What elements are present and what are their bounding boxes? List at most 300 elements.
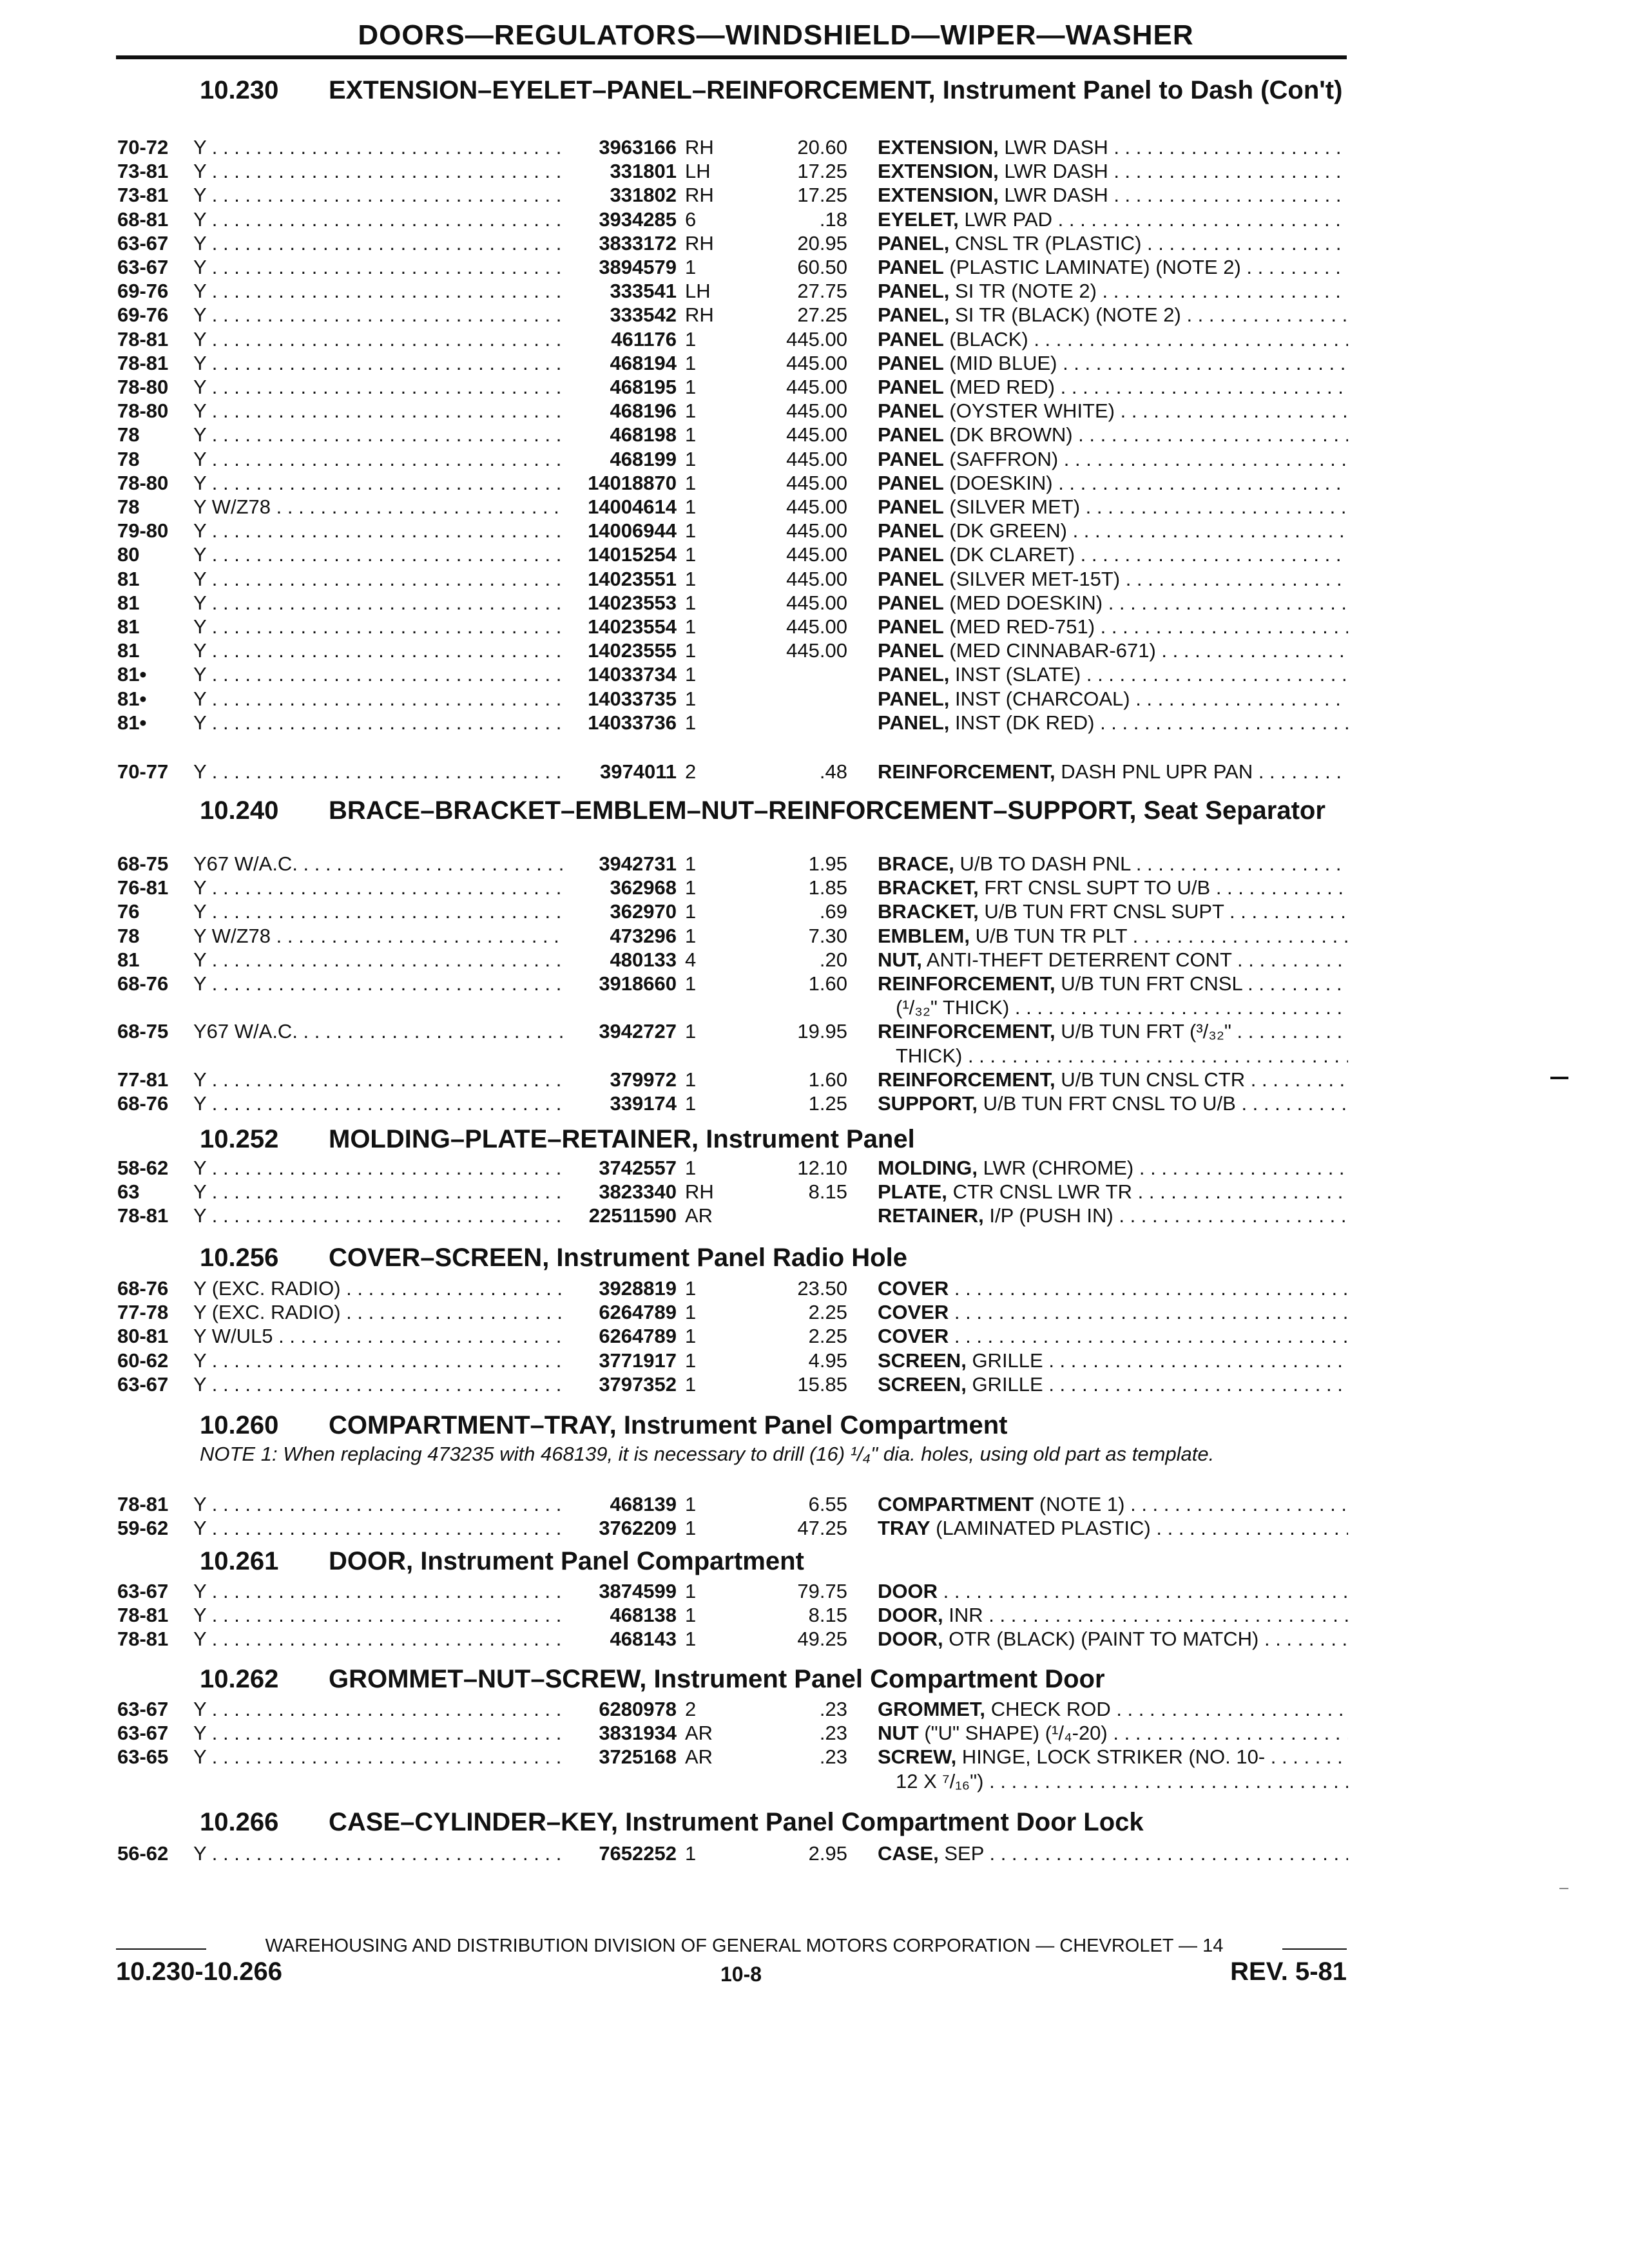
model-years: 78 (117, 423, 140, 446)
model-applicability: Y . . . (193, 1516, 564, 1540)
model-years: 63-67 (117, 1373, 169, 1396)
part-description (878, 876, 1348, 899)
model-years: 81 (117, 568, 140, 590)
parts-table-row (0, 876, 1629, 899)
parts-table-row (0, 1180, 1629, 1204)
model-years: 69-76 (117, 280, 169, 302)
parts-table-row (0, 279, 1629, 303)
model-applicability: Y . . . (193, 543, 564, 566)
quantity: 1 (685, 1493, 697, 1515)
part-description (878, 1745, 1348, 1769)
list-price: 445.00 (786, 423, 847, 446)
model-years: 68-76 (117, 1092, 169, 1115)
part-description-detail: (DK CLARET) (949, 543, 1075, 566)
part-description (878, 1091, 1348, 1115)
parts-table-row (0, 687, 1629, 711)
part-description (878, 447, 1348, 471)
parts-table-row (0, 972, 1629, 995)
model-applicability: Y . . . (193, 327, 564, 351)
quantity: 1 (685, 1068, 697, 1091)
part-description (878, 1276, 1348, 1300)
model-applicability: Y . . . (193, 351, 564, 375)
part-description (878, 351, 1348, 375)
part-description-name: PANEL, (878, 663, 950, 686)
part-description-detail: U/B TUN FRT (³/₃₂" (1061, 1020, 1231, 1043)
list-price: .20 (819, 948, 847, 971)
part-description-detail: FRT CNSL SUPT TO U/B (984, 876, 1211, 899)
parts-table-row (0, 1603, 1629, 1627)
model-applicability: Y . . . (193, 615, 564, 639)
part-description (878, 543, 1348, 566)
section-number: 10.262 (200, 1665, 279, 1693)
parts-table-row (0, 1492, 1629, 1516)
list-price: 27.75 (797, 280, 847, 302)
list-price: 445.00 (786, 615, 847, 638)
part-description-detail: (LAMINATED PLASTIC) (936, 1517, 1151, 1539)
part-description-detail: GRILLE (972, 1349, 1043, 1372)
parts-table-row (0, 351, 1629, 375)
part-number: 468194 (610, 352, 677, 374)
part-description-name: PANEL (878, 352, 944, 374)
part-description-detail: ANTI-THEFT DETERRENT CONT (926, 948, 1232, 971)
part-description (878, 1841, 1348, 1865)
part-description-detail: (DOESKIN) (949, 472, 1053, 494)
part-description-name: PANEL (878, 328, 944, 351)
model-applicability: Y . . . (193, 375, 564, 399)
list-price: 445.00 (786, 543, 847, 566)
model-years: 77-81 (117, 1068, 169, 1091)
model-years: 81• (117, 687, 147, 710)
model-years: 60-62 (117, 1349, 169, 1372)
model-applicability: Y . . . (193, 948, 564, 972)
parts-table-row (0, 615, 1629, 639)
parts-table-row-continued (0, 1769, 1629, 1793)
model-applicability: Y . . . (193, 1697, 564, 1721)
model-years: 81 (117, 615, 140, 638)
part-description-detail: CTR CNSL LWR TR (952, 1180, 1133, 1203)
model-applicability: Y . . . (193, 135, 564, 159)
model-applicability: Y . . . (193, 255, 564, 279)
part-number: 333541 (610, 280, 677, 302)
part-number: 6280978 (599, 1698, 677, 1720)
quantity: 1 (685, 495, 697, 518)
part-description (878, 423, 1348, 447)
part-description-name: CASE, (878, 1842, 939, 1865)
model-applicability: Y . . . (193, 1156, 564, 1180)
part-description-detail: LWR PAD (964, 208, 1053, 231)
part-number: 3874599 (599, 1580, 677, 1602)
model-applicability: Y . . . (193, 899, 564, 923)
part-description-name: REINFORCEMENT, (878, 760, 1055, 783)
part-description-detail: U/B TUN CNSL CTR (1061, 1068, 1246, 1091)
part-description-detail: I/P (PUSH IN) (989, 1204, 1113, 1227)
parts-table-row (0, 1841, 1629, 1865)
model-applicability: Y . . . (193, 1745, 564, 1769)
part-number: 14023551 (588, 568, 677, 590)
part-description-detail: LWR DASH (1004, 160, 1108, 182)
quantity: LH (685, 160, 711, 182)
model-years: 70-77 (117, 760, 169, 783)
part-description-detail: U/B TUN FRT CNSL (1061, 972, 1242, 995)
part-description-name: PANEL (878, 495, 944, 518)
part-number: 3918660 (599, 972, 677, 995)
part-description (878, 948, 1348, 972)
part-description-continued: THICK) . . . (896, 1044, 1348, 1068)
model-years: 63-65 (117, 1745, 169, 1768)
list-price: 445.00 (786, 495, 847, 518)
part-number: 3831934 (599, 1722, 677, 1744)
quantity: 1 (685, 376, 697, 398)
parts-table-row (0, 1276, 1629, 1300)
quantity: 1 (685, 663, 697, 686)
parts-table-row (0, 519, 1629, 543)
part-description (878, 327, 1348, 351)
model-applicability: Y . . . (193, 1180, 564, 1204)
model-applicability: Y W/UL5 . . . (193, 1324, 564, 1348)
part-description (878, 519, 1348, 543)
model-years: 81 (117, 639, 140, 662)
part-description (878, 231, 1348, 255)
parts-table-row (0, 423, 1629, 447)
part-number: 362968 (610, 876, 677, 899)
quantity: 1 (685, 519, 697, 542)
quantity: 1 (685, 1301, 697, 1323)
quantity: AR (685, 1722, 713, 1744)
part-number: 3823340 (599, 1180, 677, 1203)
parts-table-row (0, 1204, 1629, 1227)
footer-revision: REV. 5-81 (1230, 1957, 1347, 1986)
part-description-name: DOOR, (878, 1604, 943, 1626)
part-description (878, 135, 1348, 159)
part-description (878, 711, 1348, 735)
model-years: 68-75 (117, 1020, 169, 1043)
list-price: 47.25 (797, 1517, 847, 1539)
model-years: 68-81 (117, 208, 169, 231)
model-applicability: Y . . . (193, 231, 564, 255)
part-number: 3942727 (599, 1020, 677, 1043)
parts-table-row (0, 207, 1629, 231)
footer-rule-right (1282, 1948, 1347, 1950)
part-description (878, 183, 1348, 207)
quantity: 1 (685, 1604, 697, 1626)
model-applicability: Y . . . (193, 159, 564, 183)
parts-table-row (0, 375, 1629, 399)
section-title: COMPARTMENT–TRAY, Instrument Panel Compartment (329, 1411, 1008, 1439)
quantity: 4 (685, 948, 697, 971)
section-title: GROMMET–NUT–SCREW, Instrument Panel Compartment Door (329, 1665, 1105, 1693)
part-number: 362970 (610, 900, 677, 923)
list-price: 445.00 (786, 352, 847, 374)
part-number: 3942731 (599, 852, 677, 875)
part-description-detail: (DK BROWN) (949, 423, 1073, 446)
model-years: 78-81 (117, 352, 169, 374)
part-description (878, 972, 1348, 995)
part-description-detail: INST (CHARCOAL) (955, 687, 1130, 710)
part-number: 3928819 (599, 1277, 677, 1300)
part-description-detail: OTR (BLACK) (PAINT TO MATCH) (949, 1628, 1259, 1650)
part-description-name: SUPPORT, (878, 1092, 978, 1115)
list-price: 445.00 (786, 568, 847, 590)
footer-division: WAREHOUSING AND DISTRIBUTION DIVISION OF GENERAL MOTORS CORPORATION — CHEVROLET — 14 (265, 1936, 1224, 1956)
part-description (878, 1324, 1348, 1348)
part-description (878, 399, 1348, 423)
part-description-name: PANEL, (878, 303, 950, 326)
parts-table-row (0, 899, 1629, 923)
model-years: 78 (117, 925, 140, 947)
quantity: RH (685, 136, 714, 159)
part-number: 6264789 (599, 1325, 677, 1347)
part-description-name: NUT (878, 1722, 919, 1744)
model-years: 78-80 (117, 376, 169, 398)
list-price: 445.00 (786, 399, 847, 422)
quantity: 1 (685, 1020, 697, 1043)
list-price: .23 (819, 1698, 847, 1720)
parts-table-row (0, 1300, 1629, 1324)
model-years: 78 (117, 448, 140, 470)
list-price: 445.00 (786, 448, 847, 470)
list-price: .18 (819, 208, 847, 231)
model-years: 68-76 (117, 972, 169, 995)
model-years: 77-78 (117, 1301, 169, 1323)
part-number: 14015254 (588, 543, 677, 566)
part-number: 22511590 (588, 1204, 677, 1227)
parts-table-row (0, 924, 1629, 948)
part-description (878, 591, 1348, 615)
model-years: 69-76 (117, 303, 169, 326)
parts-table-row (0, 495, 1629, 519)
parts-table-row (0, 231, 1629, 255)
list-price: 17.25 (797, 184, 847, 206)
model-years: 78-80 (117, 472, 169, 494)
model-applicability: Y . . . (193, 662, 564, 686)
part-description (878, 303, 1348, 327)
part-number: 14004614 (588, 495, 677, 518)
model-years: 56-62 (117, 1842, 169, 1865)
part-description (878, 662, 1348, 686)
part-description (878, 279, 1348, 303)
model-applicability: Y . . . (193, 471, 564, 495)
part-description-name: TRAY (878, 1517, 930, 1539)
list-price: 445.00 (786, 639, 847, 662)
part-number: 331801 (610, 160, 677, 182)
quantity: AR (685, 1204, 713, 1227)
part-description-detail: LWR (CHROME) (983, 1157, 1134, 1179)
part-description-detail: (SAFFRON) (949, 448, 1059, 470)
section-number: 10.266 (200, 1808, 279, 1836)
quantity: 6 (685, 208, 697, 231)
part-description (878, 1372, 1348, 1396)
quantity: 1 (685, 472, 697, 494)
part-description-detail: (DK GREEN) (949, 519, 1067, 542)
parts-table-row (0, 1721, 1629, 1745)
list-price: .23 (819, 1722, 847, 1744)
part-description-name: COMPARTMENT (878, 1493, 1034, 1515)
list-price: 1.60 (808, 1068, 847, 1091)
part-description-detail: U/B TUN TR PLT (975, 925, 1127, 947)
part-description-name: SCREW, (878, 1745, 957, 1768)
model-years: 63-67 (117, 1580, 169, 1602)
part-description-name: COVER (878, 1325, 949, 1347)
quantity: RH (685, 184, 714, 206)
section-number: 10.260 (200, 1411, 279, 1439)
part-description-detail: (BLACK) (949, 328, 1028, 351)
quantity: 1 (685, 423, 697, 446)
part-description-name: RETAINER, (878, 1204, 984, 1227)
model-applicability: Y . . . (193, 1068, 564, 1091)
part-description-name: BRACE, (878, 852, 954, 875)
part-description-detail: (MED RED-751) (949, 615, 1095, 638)
model-applicability: Y . . . (193, 207, 564, 231)
quantity: 1 (685, 1842, 697, 1865)
part-description-name: EYELET, (878, 208, 959, 231)
part-description-detail: (OYSTER WHITE) (949, 399, 1115, 422)
model-applicability: Y . . . (193, 183, 564, 207)
part-number: 468138 (610, 1604, 677, 1626)
list-price: 1.60 (808, 972, 847, 995)
list-price: 20.95 (797, 232, 847, 255)
part-description-name: PANEL (878, 543, 944, 566)
part-description-detail: DASH PNL UPR PAN (1061, 760, 1253, 783)
part-description-name: PANEL (878, 256, 944, 278)
list-price: .69 (819, 900, 847, 923)
part-description-name: MOLDING, (878, 1157, 978, 1179)
list-price: 7.30 (808, 925, 847, 947)
part-description (878, 1019, 1348, 1043)
model-applicability: Y . . . (193, 399, 564, 423)
model-years: 68-76 (117, 1277, 169, 1300)
parts-table-row (0, 1372, 1629, 1396)
model-applicability: Y . . . (193, 1841, 564, 1865)
parts-table-row (0, 399, 1629, 423)
part-description-name: PANEL (878, 639, 944, 662)
part-description-name: PANEL, (878, 280, 950, 302)
model-applicability: Y . . . (193, 1204, 564, 1227)
part-number: 339174 (610, 1092, 677, 1115)
quantity: 1 (685, 1628, 697, 1650)
part-description-name: EMBLEM, (878, 925, 970, 947)
part-description-detail: SI TR (NOTE 2) (955, 280, 1097, 302)
list-price: 4.95 (808, 1349, 847, 1372)
model-years: 81• (117, 711, 147, 734)
part-description-detail: U/B TUN FRT CNSL SUPT (984, 900, 1224, 923)
parts-table-row-continued (0, 995, 1629, 1019)
model-years: 76-81 (117, 876, 169, 899)
section-number: 10.261 (200, 1547, 279, 1575)
part-description (878, 1492, 1348, 1516)
parts-table-row (0, 471, 1629, 495)
part-number: 14006944 (588, 519, 677, 542)
model-years: 81• (117, 663, 147, 686)
part-description-detail: SEP (944, 1842, 984, 1865)
part-description (878, 1300, 1348, 1324)
parts-table-row (0, 1697, 1629, 1721)
part-number: 14023553 (588, 591, 677, 614)
list-price: 1.95 (808, 852, 847, 875)
quantity: 1 (685, 1517, 697, 1539)
quantity: 1 (685, 1092, 697, 1115)
part-description-name: REINFORCEMENT, (878, 1020, 1055, 1043)
section-number: 10.256 (200, 1244, 279, 1272)
part-description (878, 471, 1348, 495)
part-number: 468198 (610, 423, 677, 446)
model-years: 63-67 (117, 256, 169, 278)
quantity: 1 (685, 1373, 697, 1396)
quantity: 1 (685, 876, 697, 899)
quantity: 1 (685, 972, 697, 995)
part-description-detail: (PLASTIC LAMINATE) (NOTE 2) (949, 256, 1241, 278)
model-applicability: Y . . . (193, 279, 564, 303)
part-number: 14023554 (588, 615, 677, 638)
part-description-name: PANEL (878, 423, 944, 446)
part-description-detail: HINGE, LOCK STRIKER (NO. 10- (961, 1745, 1266, 1768)
part-description-continued: (¹/₃₂" THICK) . . . (896, 995, 1348, 1019)
parts-table-row (0, 1349, 1629, 1372)
part-description-name: REINFORCEMENT, (878, 972, 1055, 995)
model-years: 63 (117, 1180, 140, 1203)
part-description-name: PANEL, (878, 711, 950, 734)
model-years: 78-80 (117, 399, 169, 422)
section-title: CASE–CYLINDER–KEY, Instrument Panel Compartment Door Lock (329, 1808, 1144, 1836)
list-price: 23.50 (797, 1277, 847, 1300)
quantity: 1 (685, 352, 697, 374)
section-number: 10.240 (200, 796, 279, 825)
list-price: 445.00 (786, 519, 847, 542)
model-applicability: Y . . . (193, 591, 564, 615)
part-description-detail: (MED RED) (949, 376, 1055, 398)
parts-table-row (0, 948, 1629, 972)
part-description (878, 495, 1348, 519)
part-description-name: PANEL (878, 448, 944, 470)
header-rule (116, 55, 1347, 59)
part-description-detail: (SILVER MET) (949, 495, 1081, 518)
part-number: 379972 (610, 1068, 677, 1091)
model-applicability: Y . . . (193, 639, 564, 662)
part-description-name: BRACKET, (878, 900, 979, 923)
model-years: 78 (117, 495, 140, 518)
part-number: 3797352 (599, 1373, 677, 1396)
part-number: 14033735 (588, 687, 677, 710)
part-description-name: PANEL, (878, 232, 950, 255)
list-price: 15.85 (797, 1373, 847, 1396)
quantity: 1 (685, 328, 697, 351)
margin-mark (1550, 1077, 1568, 1079)
part-number: 461176 (611, 328, 677, 351)
model-years: 80 (117, 543, 140, 566)
part-description (878, 375, 1348, 399)
part-description-detail: (MED CINNABAR-671) (949, 639, 1156, 662)
model-years: 76 (117, 900, 140, 923)
part-description-name: COVER (878, 1301, 949, 1323)
part-description (878, 567, 1348, 591)
part-description-detail: LWR DASH (1004, 136, 1108, 159)
part-number: 468139 (610, 1493, 677, 1515)
part-description (878, 760, 1348, 783)
section-number: 10.230 (200, 76, 279, 104)
part-number: 14018870 (588, 472, 677, 494)
part-description (878, 924, 1348, 948)
model-applicability: Y . . . (193, 423, 564, 447)
part-description-name: SCREEN, (878, 1373, 967, 1396)
model-years: 81 (117, 591, 140, 614)
section-title: EXTENSION–EYELET–PANEL–REINFORCEMENT, Instrument Panel to Dash (Con't) (329, 76, 1343, 104)
parts-table-row (0, 591, 1629, 615)
part-description-name: PANEL (878, 399, 944, 422)
quantity: 2 (685, 760, 697, 783)
part-description (878, 615, 1348, 639)
list-price: 1.25 (808, 1092, 847, 1115)
part-number: 14023555 (588, 639, 677, 662)
part-description (878, 1349, 1348, 1372)
